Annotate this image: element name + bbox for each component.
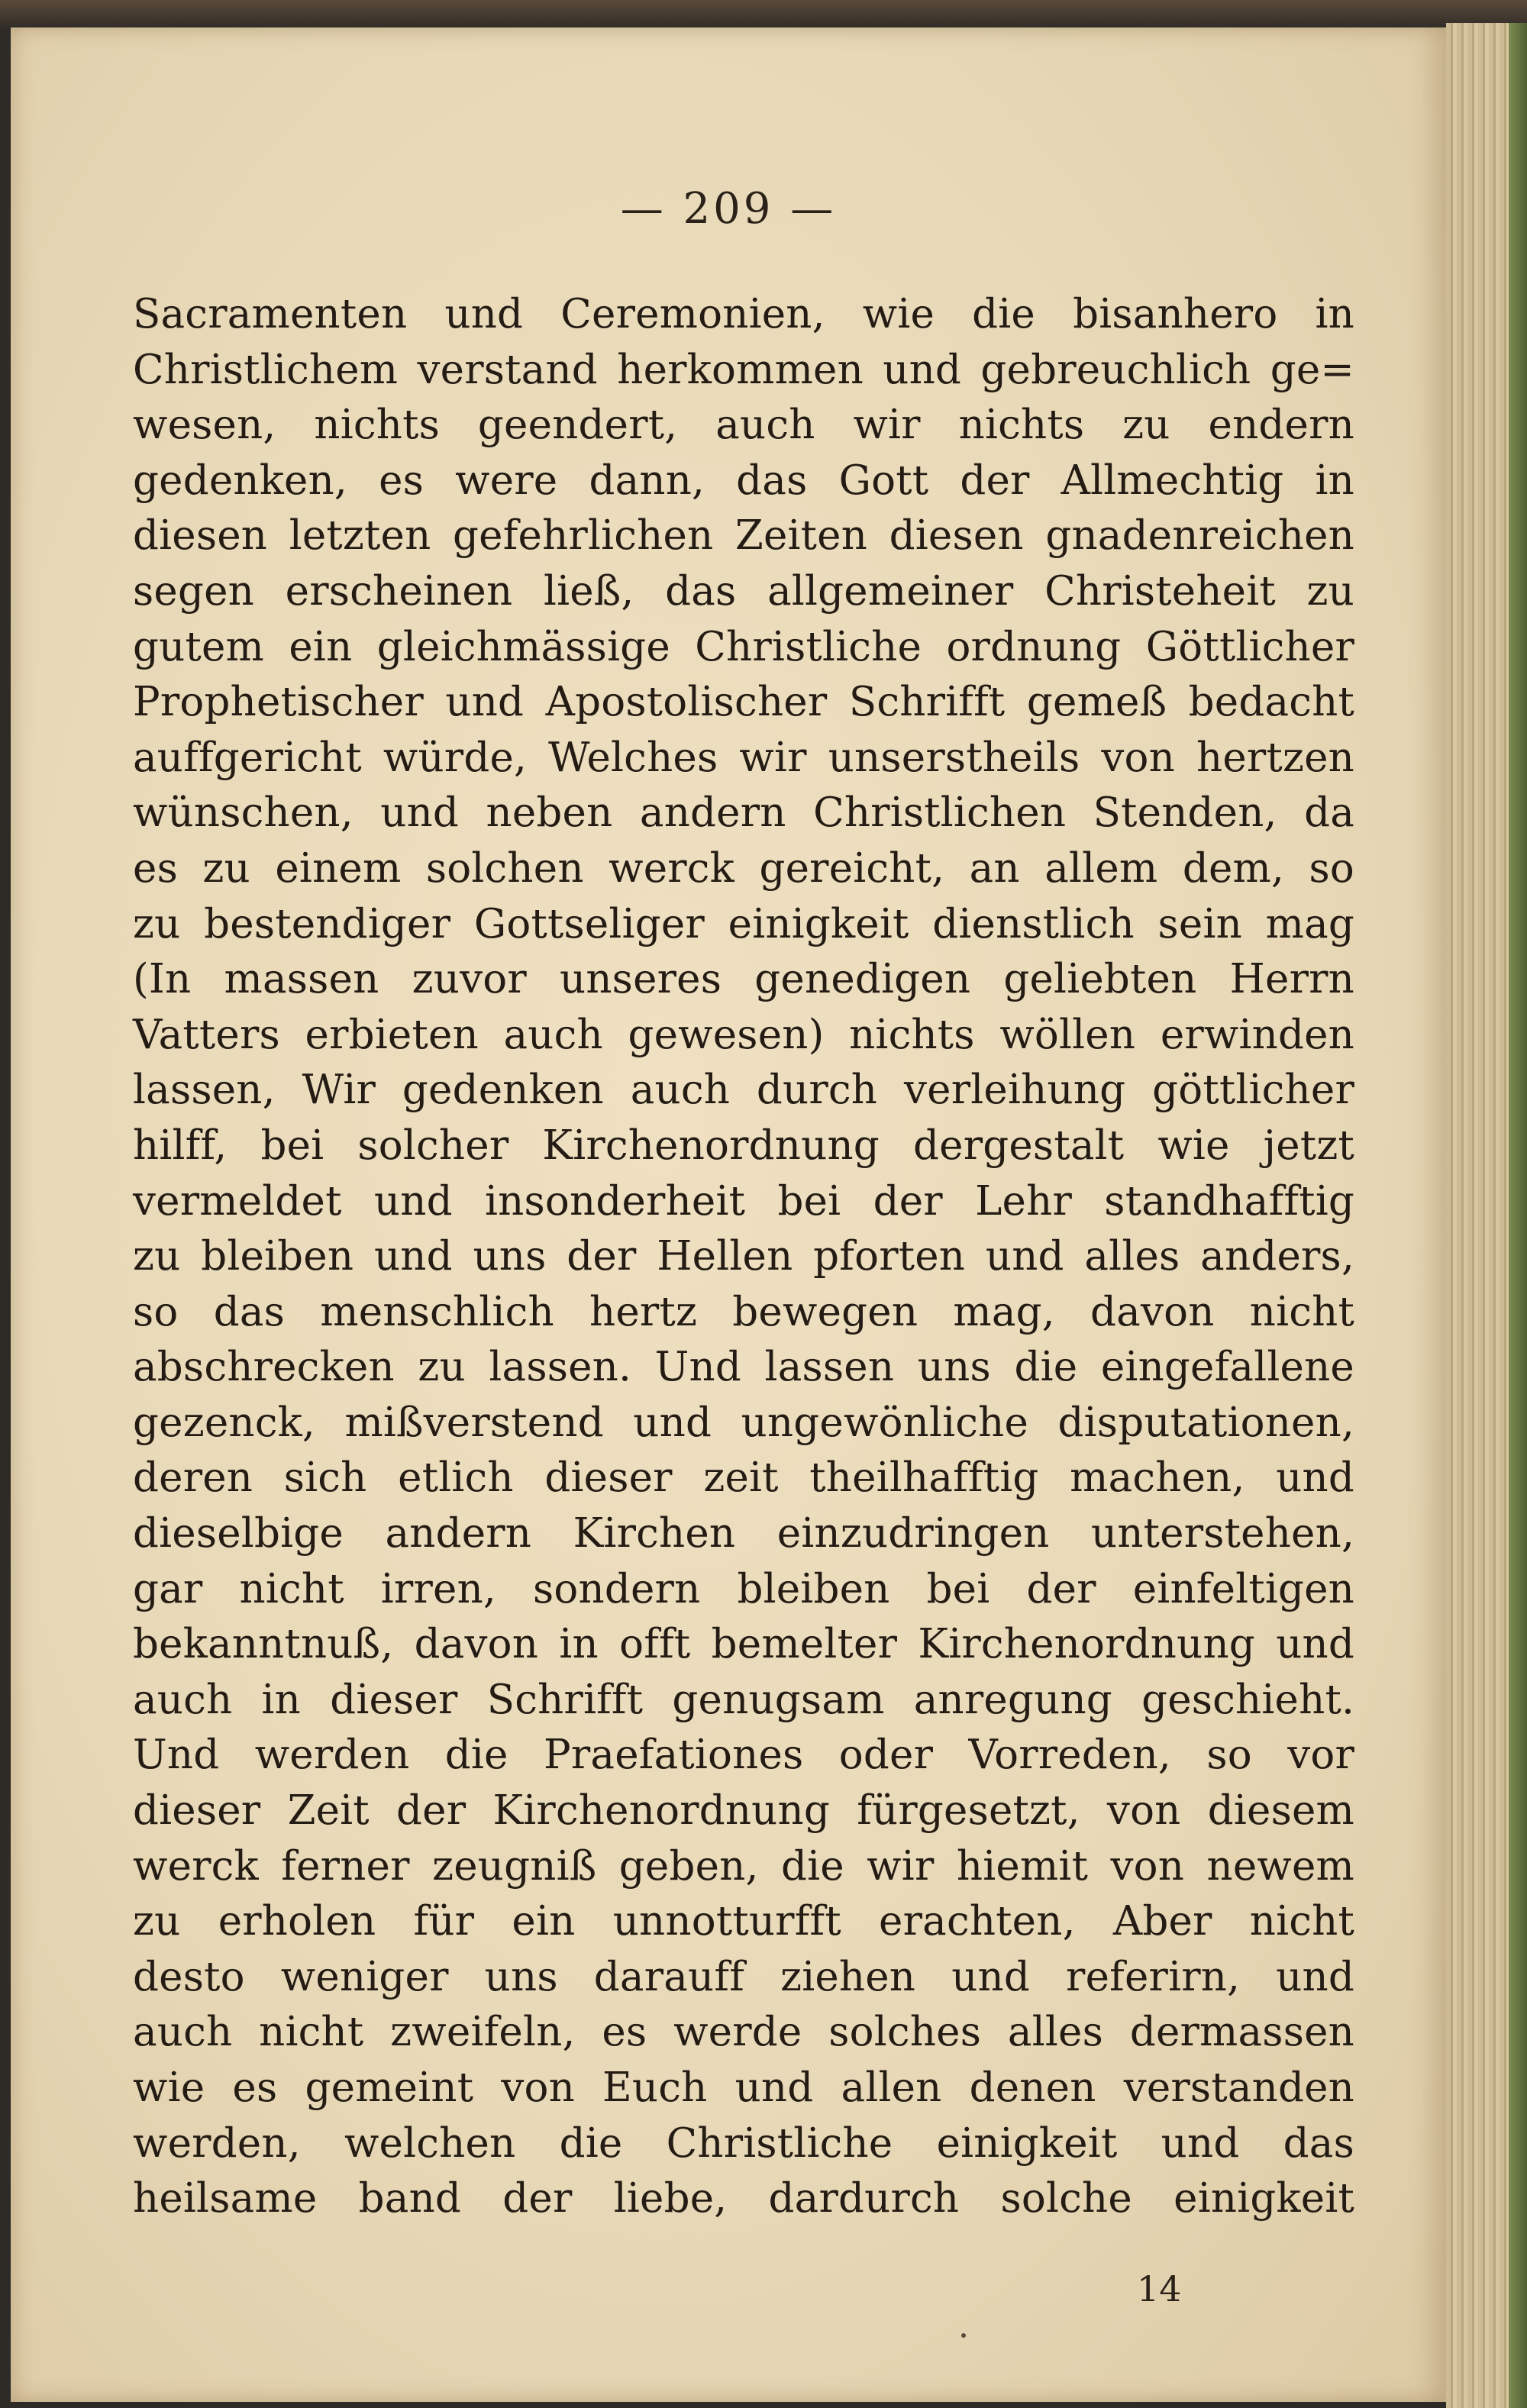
text-line: wie es gemeint von Euch und allen denen verstanden (133, 2064, 1354, 2111)
text-line: lassen, Wir gedenken auch durch verleihung göttlicher (133, 1067, 1354, 1114)
text-line: bekanntnuß, davon in offt bemelter Kirchenordnung und (133, 1621, 1354, 1668)
text-line: zu erholen für ein unnotturfft erachten, Aber nicht (133, 1898, 1354, 1945)
text-line: werden, welchen die Christliche einigkeit und das (133, 2119, 1354, 2167)
page-number-header: — 209 — (620, 184, 837, 234)
text-line: dieser Zeit der Kirchenordnung fürgesetzt, von diesem (133, 1787, 1354, 1835)
text-line: auffgericht würde, Welches wir unserstheils von hertzen (133, 734, 1354, 781)
text-line: Vatters erbieten auch gewesen) nichts wöllen erwinden (133, 1011, 1354, 1058)
text-line: deren sich etlich dieser zeit theilhafftig machen, und (133, 1454, 1354, 1502)
text-line: diesen letzten gefehrlichen Zeiten diesen gnadenreichen (133, 512, 1354, 560)
text-line: gar nicht irren, sondern bleiben bei der einfeltigen (133, 1565, 1354, 1612)
text-line: segen erscheinen ließ, das allgemeiner Christeheit zu (133, 567, 1354, 615)
text-line: gezenck, mißverstend und ungewönliche disputationen, (133, 1399, 1354, 1446)
text-line: heilsame band der liebe, dardurch solche einigkeit (133, 2175, 1354, 2222)
text-line: es zu einem solchen werck gereicht, an allem dem, so (133, 844, 1354, 892)
text-line: gedenken, es were dann, das Gott der Allmechtig in (133, 457, 1354, 504)
text-line: vermeldet und insonderheit bei der Lehr standhafftig (133, 1177, 1354, 1225)
text-line: (In massen zuvor unseres genedigen geliebten Herrn (133, 956, 1354, 1003)
book-page-edge (1446, 23, 1527, 2408)
signature-mark: 14 (1137, 2268, 1182, 2310)
text-line: dieselbige andern Kirchen einzudringen unterstehen, (133, 1510, 1354, 1557)
text-line: Christlichem verstand herkommen und gebreuchlich ge= (133, 346, 1354, 393)
text-line: so das menschlich hertz bewegen mag, davon nicht (133, 1288, 1354, 1335)
text-line: Sacramenten und Ceremonien, wie die bisanhero in (133, 291, 1354, 337)
book-page (11, 27, 1446, 2402)
text-line: zu bleiben und uns der Hellen pforten und alles anders, (133, 1233, 1354, 1280)
ink-speck (961, 2333, 966, 2338)
text-line: hilff, bei solcher Kirchenordnung dergestalt wie jetzt (133, 1122, 1354, 1169)
text-line: desto weniger uns darauff ziehen und referirn, und (133, 1953, 1354, 2000)
text-line: wesen, nichts geendert, auch wir nichts zu endern (133, 402, 1354, 449)
page-body-text (133, 287, 1354, 2227)
text-line: auch in dieser Schrifft genugsam anregung geschieht. (133, 1676, 1354, 1723)
text-line: wünschen, und neben andern Christlichen Stenden, da (133, 789, 1354, 837)
text-line: zu bestendiger Gottseliger einigkeit dienstlich sein mag (133, 900, 1354, 947)
text-line: Und werden die Praefationes oder Vorreden, so vor (133, 1732, 1354, 1779)
text-line: auch nicht zweifeln, es werde solches alles dermassen (133, 2009, 1354, 2056)
text-line: Prophetischer und Apostolischer Schrifft gemeß bedacht (133, 679, 1354, 726)
text-line: abschrecken zu lassen. Und lassen uns die eingefallene (133, 1344, 1354, 1391)
text-line: werck ferner zeugniß geben, die wir hiemit von newem (133, 1842, 1354, 1890)
text-line: gutem ein gleichmässige Christliche ordnung Göttlicher (133, 623, 1354, 670)
